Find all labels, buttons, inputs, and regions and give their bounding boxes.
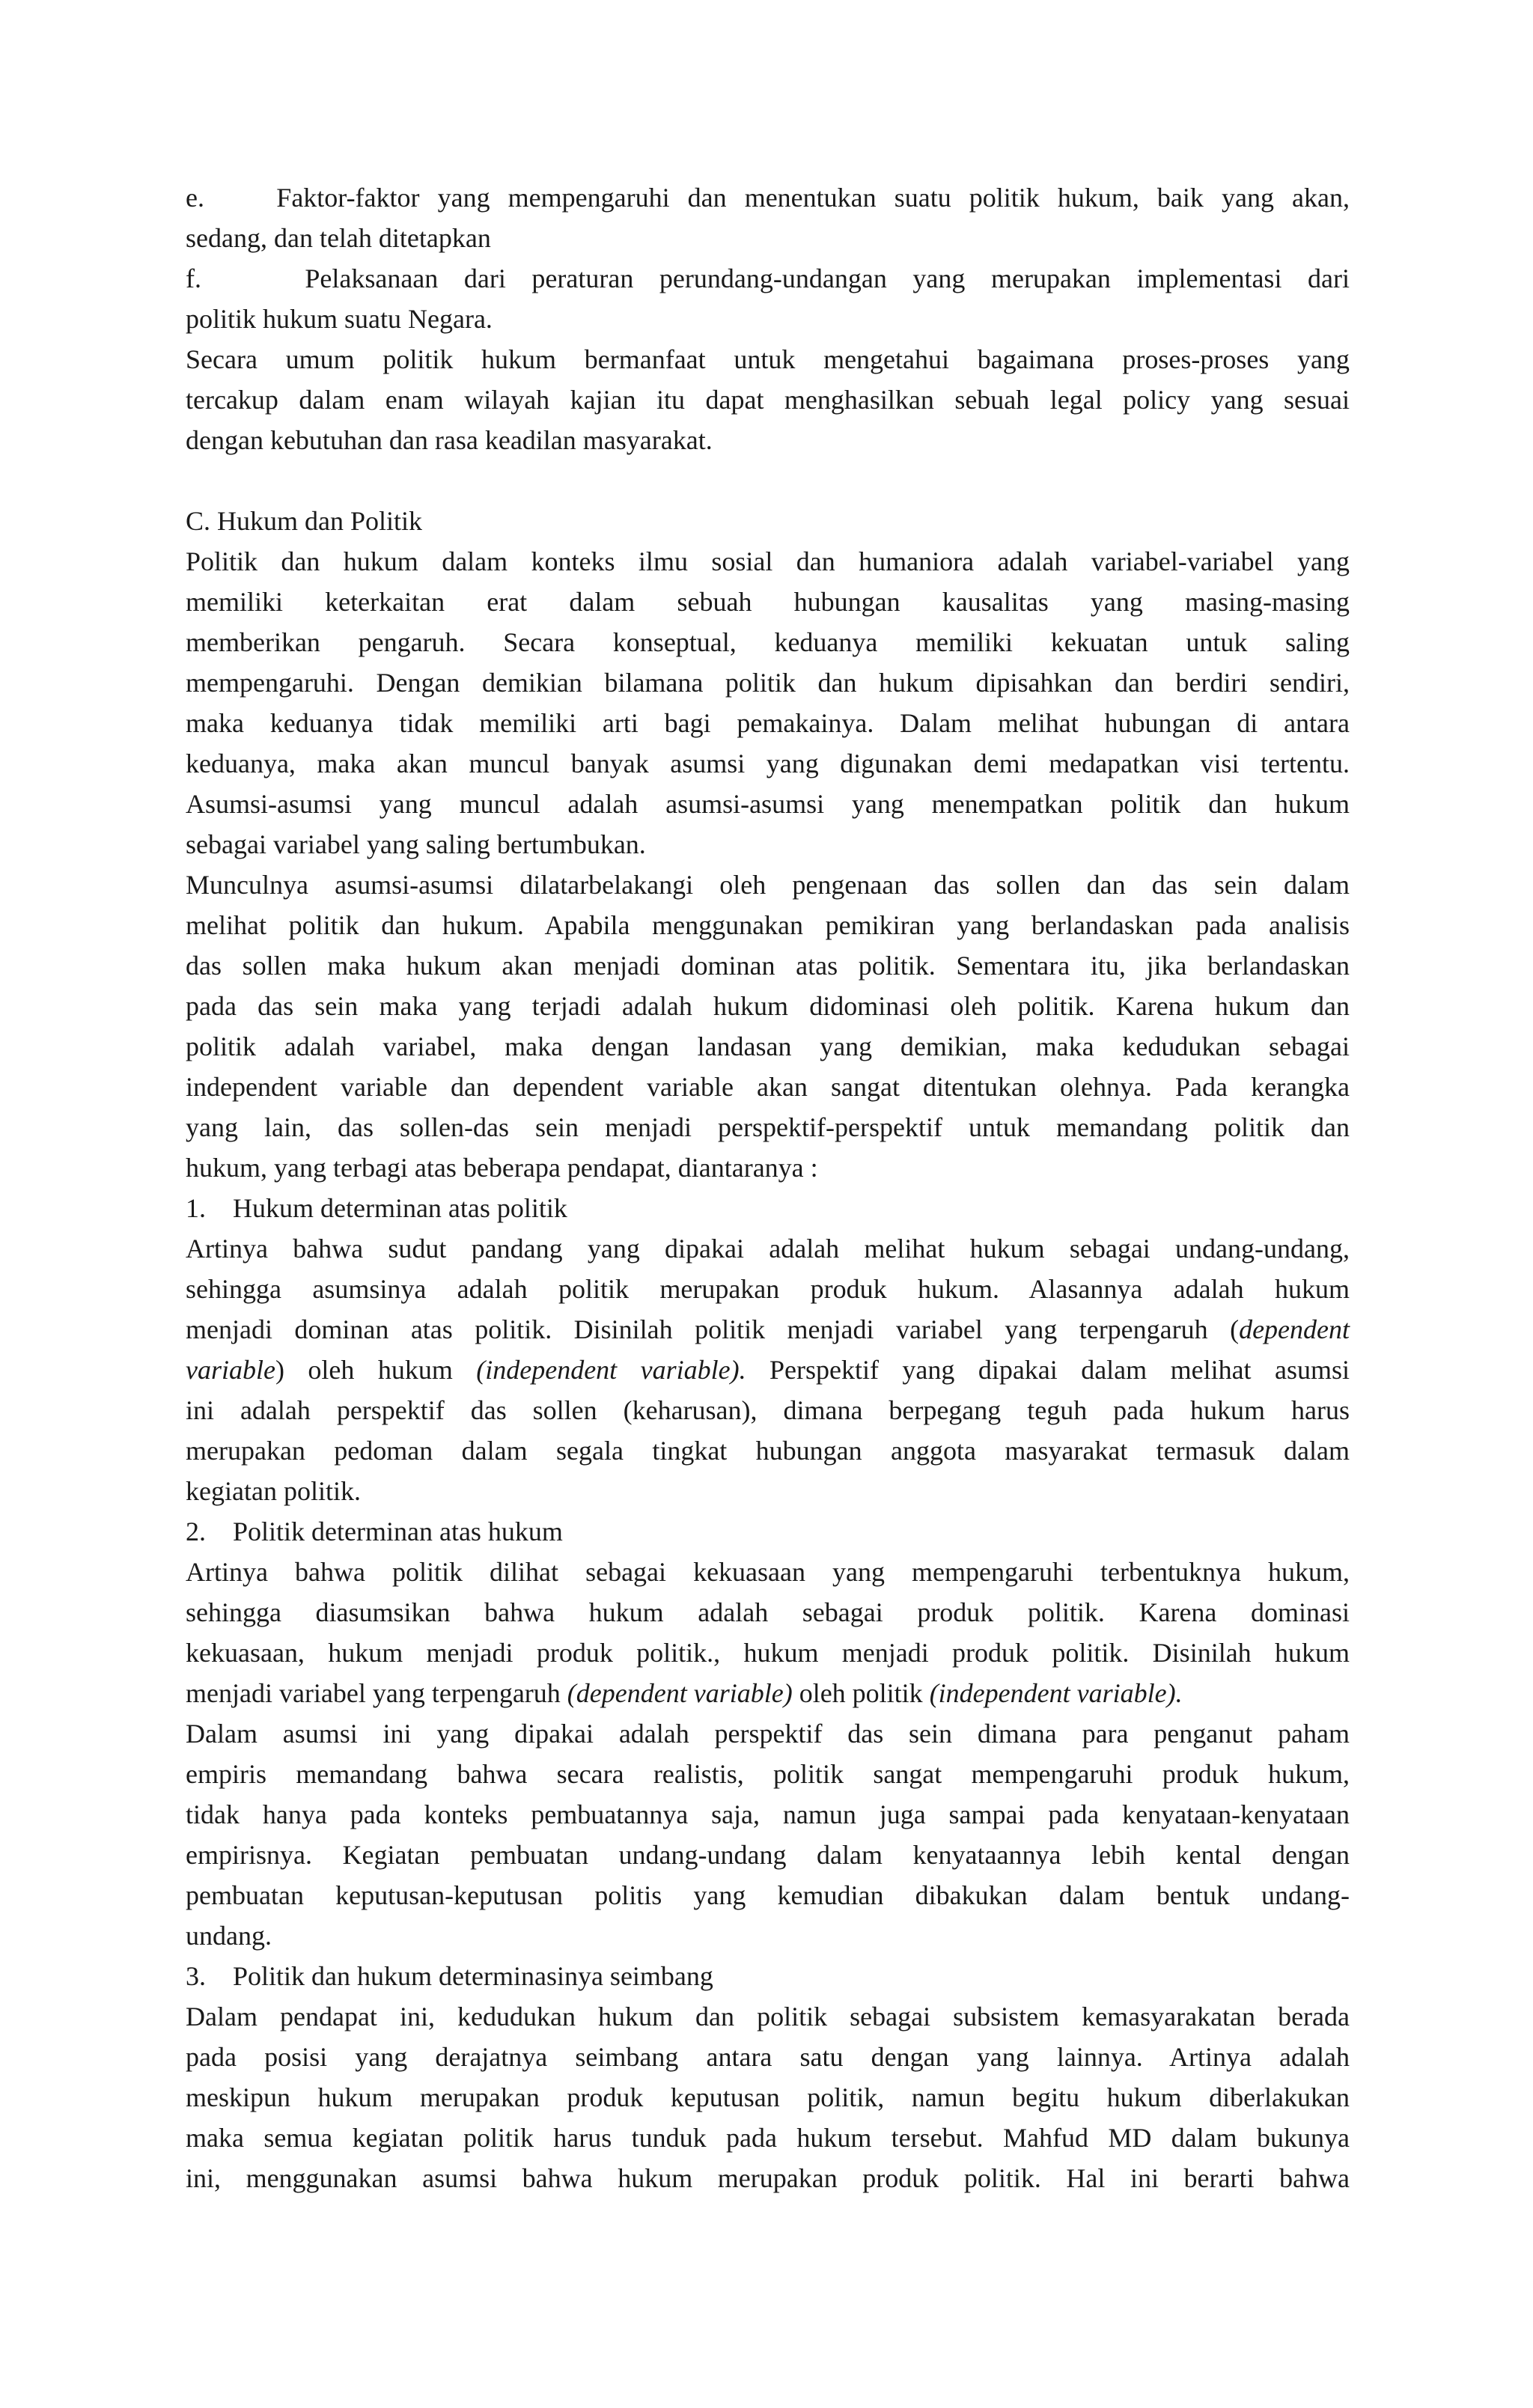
text-span: ) oleh hukum bbox=[275, 1355, 477, 1385]
paragraph-line: Dalam asumsi ini yang dipakai adalah perspektif das sein dimana para penganut paham bbox=[186, 1719, 1350, 1749]
paragraph-line: sehingga diasumsikan bahwa hukum adalah sebagai produk politik. Karena dominasi bbox=[186, 1597, 1350, 1627]
point-title: Politik determinan atas hukum bbox=[233, 1517, 563, 1546]
paragraph-line: maka keduanya tidak memiliki arti bagi pemakainya. Dalam melihat hubungan di antara bbox=[186, 708, 1350, 738]
paragraph-line: pembuatan keputusan-keputusan politis yang kemudian dibakukan dalam bentuk undang- bbox=[186, 1880, 1350, 1910]
paragraph-line: empirisnya. Kegiatan pembuatan undang-undang dalam kenyataannya lebih kental dengan bbox=[186, 1840, 1350, 1870]
list-item-text: Pelaksanaan dari peraturan perundang-undangan yang merupakan implementasi dari bbox=[305, 263, 1350, 293]
paragraph-line: kekuasaan, hukum menjadi produk politik., hukum menjadi produk politik. Disinilah hukum bbox=[186, 1638, 1350, 1668]
paragraph-line: Politik dan hukum dalam konteks ilmu sosial dan humaniora adalah variabel-variabel yang bbox=[186, 546, 1350, 576]
paragraph-line: Asumsi-asumsi yang muncul adalah asumsi-asumsi yang menempatkan politik dan hukum bbox=[186, 789, 1350, 819]
paragraph-line: kegiatan politik. bbox=[186, 1476, 361, 1506]
list-item-e-line: sedang, dan telah ditetapkan bbox=[186, 223, 491, 253]
paragraph-line: Dalam pendapat ini, kedudukan hukum dan politik sebagai subsistem kemasyarakatan berada bbox=[186, 2002, 1350, 2031]
point-number: 3. bbox=[186, 1961, 206, 1991]
paragraph-line bbox=[186, 1309, 1350, 1350]
list-item-text: Faktor-faktor yang mempengaruhi dan menentukan suatu politik hukum, baik yang akan, bbox=[276, 183, 1350, 213]
list-marker: f. bbox=[186, 263, 201, 293]
italic-term: (independent variable). bbox=[476, 1355, 746, 1385]
paragraph-line: ini adalah perspektif das sollen (keharusan), dimana berpegang teguh pada hukum harus bbox=[186, 1395, 1350, 1425]
point-heading bbox=[186, 1511, 1350, 1552]
italic-term: dependent bbox=[1239, 1314, 1350, 1344]
paragraph-line: tidak hanya pada konteks pembuatannya saja, namun juga sampai pada kenyataan-kenyataan bbox=[186, 1799, 1350, 1829]
paragraph-line: independent variable dan dependent variable akan sangat ditentukan olehnya. Pada kerangka bbox=[186, 1072, 1350, 1102]
paragraph-line: pada posisi yang derajatnya seimbang antara satu dengan yang lainnya. Artinya adalah bbox=[186, 2042, 1350, 2072]
text-span: menjadi dominan atas politik. Disinilah politik menjadi variabel yang terpengaruh ( bbox=[186, 1314, 1240, 1344]
paragraph-line bbox=[186, 1673, 1350, 1713]
paragraph-line: melihat politik dan hukum. Apabila menggunakan pemikiran yang berlandaskan pada analisis bbox=[186, 910, 1350, 940]
point-heading bbox=[186, 1188, 1350, 1228]
paragraph-line: keduanya, maka akan muncul banyak asumsi yang digunakan demi medapatkan visi tertentu. bbox=[186, 749, 1350, 778]
italic-term: (dependent variable) bbox=[567, 1678, 793, 1708]
section-heading: C. Hukum dan Politik bbox=[186, 506, 423, 536]
paragraph-line: dengan kebutuhan dan rasa keadilan masyarakat. bbox=[186, 425, 713, 455]
paragraph-line: undang. bbox=[186, 1921, 272, 1951]
text-span: oleh politik bbox=[792, 1678, 930, 1708]
paragraph-line: yang lain, das sollen-das sein menjadi perspektif-perspektif untuk memandang politik dan bbox=[186, 1112, 1350, 1142]
paragraph-line: memberikan pengaruh. Secara konseptual, keduanya memiliki kekuatan untuk saling bbox=[186, 627, 1350, 657]
paragraph-line: maka semua kegiatan politik harus tunduk pada hukum tersebut. Mahfud MD dalam bukunya bbox=[186, 2123, 1350, 2153]
paragraph-line: merupakan pedoman dalam segala tingkat hubungan anggota masyarakat termasuk dalam bbox=[186, 1436, 1350, 1466]
paragraph-line: hukum, yang terbagi atas beberapa pendapat, diantaranya : bbox=[186, 1153, 818, 1183]
point-number: 2. bbox=[186, 1517, 206, 1546]
point-heading bbox=[186, 1956, 1350, 1996]
paragraph-line: politik adalah variabel, maka dengan landasan yang demikian, maka kedudukan sebagai bbox=[186, 1031, 1350, 1061]
list-item-f-line: politik hukum suatu Negara. bbox=[186, 304, 493, 334]
list-item-e-line bbox=[186, 177, 1350, 218]
paragraph-line bbox=[186, 1350, 1350, 1390]
paragraph-line: pada das sein maka yang terjadi adalah hukum didominasi oleh politik. Karena hukum dan bbox=[186, 991, 1350, 1021]
paragraph-line: Secara umum politik hukum bermanfaat untuk mengetahui bagaimana proses-proses yang bbox=[186, 344, 1350, 374]
paragraph-line: das sollen maka hukum akan menjadi dominan atas politik. Sementara itu, jika berlandaskan bbox=[186, 951, 1350, 981]
paragraph-line: sehingga asumsinya adalah politik merupakan produk hukum. Alasannya adalah hukum bbox=[186, 1274, 1350, 1304]
italic-term: (independent variable). bbox=[929, 1678, 1183, 1708]
paragraph-line: sebagai variabel yang saling bertumbukan. bbox=[186, 829, 646, 859]
text-span: menjadi variabel yang terpengaruh bbox=[186, 1678, 567, 1708]
paragraph-line: tercakup dalam enam wilayah kajian itu dapat menghasilkan sebuah legal policy yang sesuai bbox=[186, 385, 1350, 415]
list-item-f-line bbox=[186, 258, 1350, 299]
paragraph-line: Munculnya asumsi-asumsi dilatarbelakangi oleh pengenaan das sollen dan das sein dalam bbox=[186, 870, 1350, 900]
point-title: Politik dan hukum determinasinya seimbang bbox=[233, 1961, 713, 1991]
paragraph-line: Artinya bahwa politik dilihat sebagai kekuasaan yang mempengaruhi terbentuknya hukum, bbox=[186, 1557, 1350, 1587]
paragraph-line: ini, menggunakan asumsi bahwa hukum merupakan produk politik. Hal ini berarti bahwa bbox=[186, 2163, 1350, 2193]
paragraph-line: memiliki keterkaitan erat dalam sebuah hubungan kausalitas yang masing-masing bbox=[186, 587, 1350, 617]
paragraph-line: empiris memandang bahwa secara realistis, politik sangat mempengaruhi produk hukum, bbox=[186, 1759, 1350, 1789]
text-span: Perspektif yang dipakai dalam melihat asumsi bbox=[746, 1355, 1350, 1385]
point-number: 1. bbox=[186, 1193, 206, 1223]
italic-term: variable bbox=[186, 1355, 275, 1385]
paragraph-line: mempengaruhi. Dengan demikian bilamana politik dan hukum dipisahkan dan berdiri sendiri, bbox=[186, 668, 1350, 698]
list-marker: e. bbox=[186, 183, 204, 213]
point-title: Hukum determinan atas politik bbox=[233, 1193, 567, 1223]
paragraph-line: meskipun hukum merupakan produk keputusan politik, namun begitu hukum diberlakukan bbox=[186, 2082, 1350, 2112]
paragraph-line: Artinya bahwa sudut pandang yang dipakai adalah melihat hukum sebagai undang-undang, bbox=[186, 1234, 1350, 1264]
